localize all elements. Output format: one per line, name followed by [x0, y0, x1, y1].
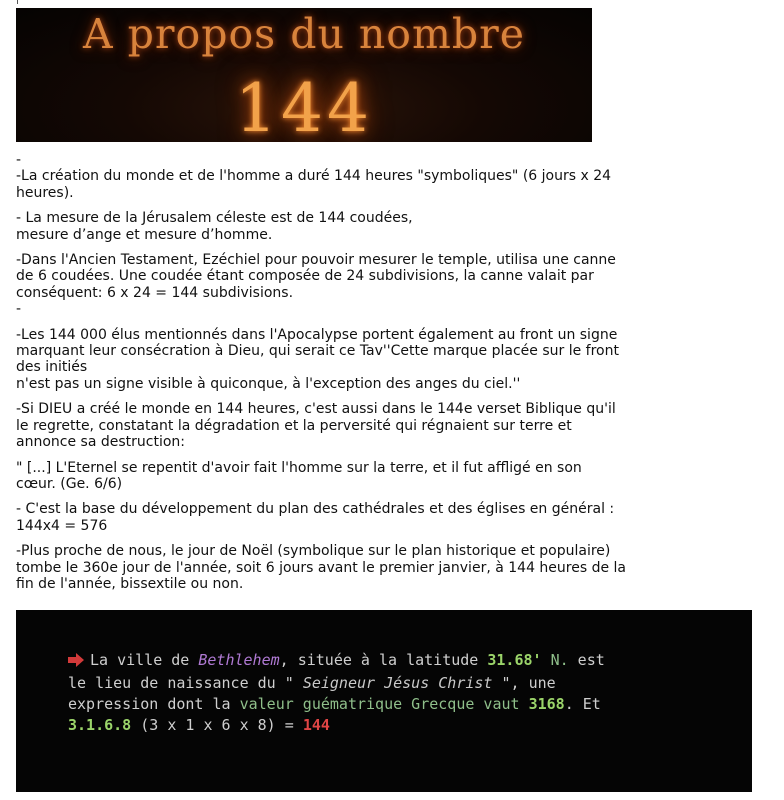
latitude-north: N.: [541, 651, 569, 669]
lord-name: Seigneur Jésus Christ: [302, 674, 493, 692]
latitude-value: 31.68': [487, 651, 542, 669]
paragraph-apocalypse-line2: n'est pas un signe visible à quiconque, à l'exception des anges du ciel.'': [16, 375, 521, 392]
red-arrow-icon: [68, 652, 84, 673]
code-block: [16, 610, 752, 792]
dash-separator: -: [16, 152, 22, 168]
code-line4-text: (3 x 1 x 6 x 8) =: [131, 716, 303, 734]
code-line1-text2: , située à la latitude: [279, 651, 488, 669]
dash-separator-mid: -: [16, 301, 22, 318]
paragraph-quote-genese: " [...] L'Eternel se repentit d'avoir fait l'homme sur la terre, et il fut affligé en son cœur. (Ge. 6/6): [16, 459, 582, 492]
result-number: 144: [302, 716, 330, 734]
code-line1-text: La ville de: [90, 651, 199, 669]
code-line2-text: le lieu de naissance du ": [68, 674, 303, 692]
gematria-phrase: valeur guématrique Grecque vaut: [239, 695, 520, 713]
paragraph-cathedrales: [16, 501, 626, 534]
paragraph-jerusalem-line1: - La mesure de la Jérusalem céleste est de 144 coudées,: [16, 210, 413, 227]
code-line3-text: expression dont la: [68, 695, 240, 713]
gematria-number: 3168: [528, 695, 565, 713]
top-tick-mark: [17, 0, 18, 4]
paragraph-apocalypse: [16, 327, 626, 393]
city-name: Bethlehem: [198, 651, 280, 669]
paragraph-144-heures: -Si DIEU a créé le monde en 144 heures, c'est aussi dans le 144e verset Biblique qu'il le regrette, constatant la dégradation et la perversité qui régnaient sur terre et annonce sa destruction:: [16, 401, 616, 451]
article-body: [16, 152, 626, 601]
paragraph-creation: -La création du monde et de l'homme a duré 144 heures "symboliques" (6 jours x 24 heures).: [16, 168, 612, 201]
paragraph-jerusalem-line2: mesure d’ange et mesure d’homme.: [16, 226, 273, 243]
code-text: [68, 650, 605, 736]
title-banner: [16, 8, 592, 142]
code-line3-space: [520, 695, 529, 713]
paragraph-ezechiel: -Dans l'Ancien Testament, Ezéchiel pour pouvoir mesurer le temple, utilisa une canne de 6 coudées. Une coudée étant composée de 24 subdivisions, la canne valait par conséquent: 6 x 24 = 144 subdivisions.: [16, 252, 616, 301]
code-line1-text3: est: [568, 651, 605, 669]
paragraph-cathedrales-line2: 144x4 = 576: [16, 517, 108, 534]
code-line2-text2: ", une: [492, 674, 556, 692]
banner-number: 144: [235, 70, 373, 142]
paragraph-jerusalem: [16, 210, 626, 243]
banner-title: A propos du nombre: [83, 10, 525, 58]
paragraph-noel: -Plus proche de nous, le jour de Noël (symbolique sur le plan historique et populaire) tombe le 360e jour de l'année, soit 6 jours avant le premier janvier, à 144 heures de la fin de l'année, bissextile ou non.: [16, 543, 627, 592]
code-line3-text2: . Et: [564, 695, 601, 713]
paragraph-cathedrales-line1: - C'est la base du développement du plan des cathédrales et des églises en général :: [16, 501, 615, 518]
paragraph-apocalypse-line1: -Les 144 000 élus mentionnés dans l'Apocalypse portent également au front un signe marquant leur consécration à Dieu, qui serait ce Tav''Cette marque placée sur le front des initiés: [16, 326, 619, 376]
digits-sequence: 3.1.6.8: [68, 716, 132, 734]
